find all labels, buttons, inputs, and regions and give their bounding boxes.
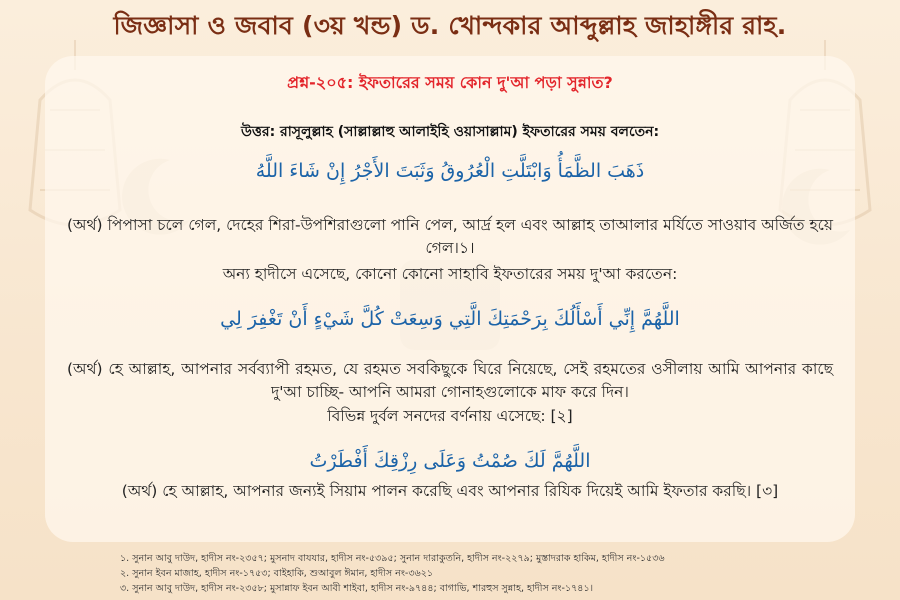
dua-1-meaning: (অর্থ) পিপাসা চলে গেল, দেহের শিরা-উপশিরাগুলো পানি পেল, আর্দ্র হল এবং আল্লাহ তাআলার মর্যিতে সাওয়াব অর্জিত হয়ে গেল।১। [67, 216, 833, 257]
footnote: ৩. সুনান আবু দাউদ, হাদীস নং-২৩৫৮; মুসান্নাফ ইবন আবী শাইবা, হাদীস নং-৯৭৪৪; বাগাভি, শারহুস সুন্নাহ, হাদীস নং-১৭৪১। [120, 583, 594, 594]
question-heading: প্রশ্ন-২০৫: ইফতারের সময় কোন দু'আ পড়া সুন্নাত? [287, 73, 613, 92]
transition-text-1: অন্য হাদীসে এসেছে, কোনো কোনো সাহাবি ইফতারের সময় দু'আ করতেন: [222, 265, 678, 283]
dua-2-meaning: (অর্থ) হে আল্লাহ, আপনার সর্বব্যাপী রহমত, যে রহমত সবকিছুকে ঘিরে নিয়েছে, সেই রহমতের ওসীলায় আমি আপনার কাছে দু'আ চাচ্ছি- আপনি আমরা গোনাহগুলোকে মাফ করে দিন। [67, 360, 833, 401]
dua-3-arabic: اللَّهُمَّ لَكَ صُمْتُ وَعَلَى رِزْقِكَ أَفْطَرْتُ [309, 450, 591, 472]
dua-3-meaning: (অর্থ) হে আল্লাহ, আপনার জন্যই সিয়াম পালন করেছি এবং আপনার রিযিক দিয়েই আমি ইফতার করছি। [৩] [121, 482, 779, 500]
dua-1-arabic: ذَهَبَ الظَّمَأُ وَابْتَلَّتِ الْعُرُوقُ وَثَبَتَ الأَجْرُ إِنْ شَاءَ اللَّهُ [255, 160, 645, 182]
footnote: ২. সুনান ইবন মাজাহ, হাদীস নং-১৭৫৩; বাইহাকি, শুআবুল ঈমান, হাদীস নং-৩৬২১ [120, 568, 434, 579]
footnote: ১. সুনান আবু দাউদ, হাদীস নং-২৩৫৭; মুসনাদ বাযযার, হাদীস নং-৫৩৯৫; সুনান দারাকুতনি, হাদীস নং-২২৭৯; মুস্তাদরাক হাকিম, হাদীস নং-১৫৩৬ [120, 553, 665, 564]
dua-2-arabic: اللَّهُمَّ إِنِّي أَسْأَلُكَ بِرَحْمَتِكَ الَّتِي وَسِعَتْ كُلَّ شَيْءٍ أَنْ تَغْفِرَ لِي [220, 308, 680, 330]
content-card [45, 56, 855, 542]
answer-intro: উত্তর: রাসূলুল্লাহ (সাল্লাল্লাহু আলাইহি ওয়াসাল্লাম) ইফতারের সময় বলতেন: [240, 124, 660, 140]
footnotes [120, 551, 880, 596]
transition-text-2: বিভিন্ন দুর্বল সনদের বর্ণনায় এসেছে: [২] [327, 407, 573, 425]
page-title: জিজ্ঞাসা ও জবাব (৩য় খন্ড) ড. খোন্দকার আব্দুল্লাহ জাহাঙ্গীর রাহ. [113, 11, 787, 40]
